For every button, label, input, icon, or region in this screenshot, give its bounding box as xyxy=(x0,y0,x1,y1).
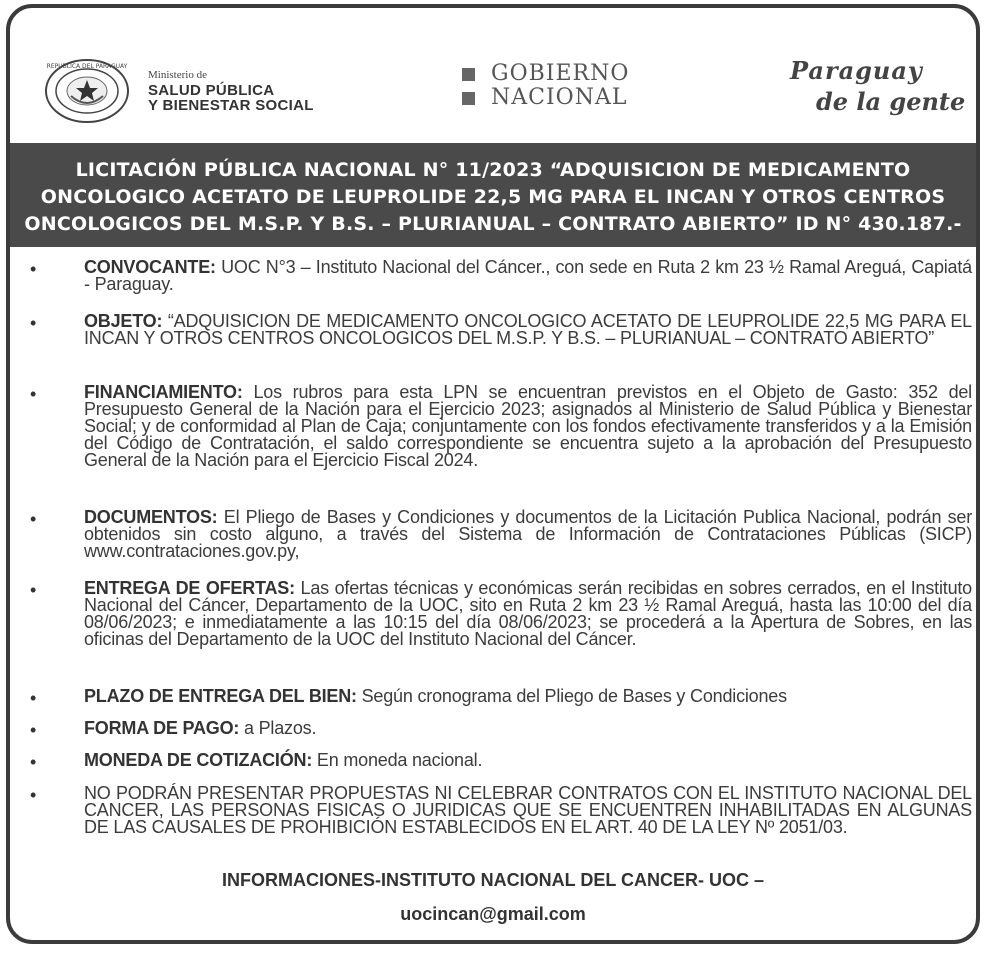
item-label: ENTREGA DE OFERTAS: xyxy=(84,578,295,598)
title-banner xyxy=(10,143,976,247)
slogan-line1: Paraguay xyxy=(790,56,923,85)
ministry-line2: SALUD PÚBLICA xyxy=(148,81,275,99)
item-text: a Plazos. xyxy=(239,718,317,738)
item-text: Según cronograma del Pliego de Bases y Condiciones xyxy=(356,686,787,706)
bullet-icon: • xyxy=(30,509,37,529)
ministry-logo xyxy=(44,58,314,124)
bullet-icon: • xyxy=(30,259,37,279)
gobierno-nacional-logo xyxy=(462,62,629,110)
item-text: Las ofertas técnicas y económicas serán recibidas en sobres cerrados, en el Instituto Nacional del Cáncer, Departamento de la UOC, sito en Ruta 2 km 23 ½ Ramal Areguá, hasta las 10:00 del día 08/06/2023; e inmediatamente a las 10:15 del día 08/06/2023; se procederá a la Apertura de Sobres, en las oficinas del Departamento de la UOC del Instituto Nacional del Cáncer. xyxy=(84,578,972,649)
ministry-line1: Ministerio de xyxy=(148,68,207,81)
bullet-icon: • xyxy=(30,384,37,404)
ministry-line3: Y BIENESTAR SOCIAL xyxy=(148,96,314,114)
item-label: FORMA DE PAGO: xyxy=(84,718,240,738)
bullet-icon: • xyxy=(30,720,37,740)
item-text: El Pliego de Bases y Condiciones y documentos de la Licitación Publica Nacional, podrán ser obtenidos sin costo alguno, a través del Sistema de Información de Contrataciones Públicas (SICP) www.contrataciones.gov.py, xyxy=(84,507,972,561)
slogan-line2: de la gente xyxy=(816,87,966,116)
notice-title: LICITACIÓN PÚBLICA NACIONAL N° 11/2023 “ADQUISICION DE MEDICAMENTO ONCOLOGICO ACETATO DE LEUPROLIDE 22,5 MG PARA EL INCAN Y OTROS CENTROS ONCOLOGICOS DEL M.S.P. Y B.S. – PLURIANUAL – CONTRATO ABIERTO” ID N° 430.187.- xyxy=(24,158,962,235)
item-label: PLAZO DE ENTREGA DEL BIEN: xyxy=(84,686,357,706)
item-label: MONEDA DE COTIZACIÓN: xyxy=(84,750,313,770)
notice-frame xyxy=(6,4,980,944)
item-label: OBJETO: xyxy=(84,311,163,331)
item-text: UOC N°3 – Instituto Nacional del Cáncer., con sede en Ruta 2 km 23 ½ Ramal Areguá, Capiatá - Paraguay. xyxy=(84,257,972,294)
header xyxy=(10,8,976,143)
seal-text: REPUBLICA DEL PARAGUAY xyxy=(46,63,128,70)
item-label: CONVOCANTE: xyxy=(84,257,216,277)
footer-info: INFORMACIONES-INSTITUTO NACIONAL DEL CANCER- UOC – xyxy=(221,870,764,890)
footer-email[interactable]: uocincan@gmail.com xyxy=(400,904,586,924)
item-text: “ADQUISICION DE MEDICAMENTO ONCOLOGICO ACETATO DE LEUPROLIDE 22,5 MG PARA EL INCAN Y OTROS CENTROS ONCOLOGICOS DEL M.S.P. Y B.S. – PLURIANUAL – CONTRATO ABIERTO” xyxy=(84,311,972,348)
slogan-logo xyxy=(790,56,965,116)
square-icon xyxy=(462,68,475,81)
bullet-icon: • xyxy=(30,688,37,708)
item-text: En moneda nacional. xyxy=(312,750,483,770)
bullet-icon: • xyxy=(30,752,37,772)
square-icon xyxy=(462,92,475,105)
bullet-icon: • xyxy=(30,313,37,333)
bullet-icon: • xyxy=(30,785,37,805)
item-text: Los rubros para esta LPN se encuentran previstos en el Objeto de Gasto: 352 del Presupuesto General de la Nación para el Ejercicio 2023; asignados al Ministerio de Salud Pública y Bienestar Social; y de conformidad al Plan de Caja; conjuntamente con los fondos efectivamente transferidos y a la Emisión del Código de Contratación, el saldo correspondiente se encuentra sujeto a la aprobación del Presupuesto General de la Nación para el Ejercicio Fiscal 2024. xyxy=(84,382,972,470)
gobierno-line1: GOBIERNO xyxy=(491,61,630,86)
item-label: DOCUMENTOS: xyxy=(84,507,218,527)
gobierno-line2: NACIONAL xyxy=(491,85,628,110)
republic-seal-icon xyxy=(44,58,130,124)
item-text: NO PODRÁN PRESENTAR PROPUESTAS NI CELEBRAR CONTRATOS CON EL INSTITUTO NACIONAL DEL CANCER, LAS PERSONAS FISICAS O JURIDICAS QUE SE ENCUENTREN INHABILITADAS EN ALGUNAS DE LAS CAUSALES DE PROHIBICIÓN ESTABLECIDOS EN EL ART. 40 DE LA LEY Nº 2051/03. xyxy=(84,783,972,837)
bullet-icon: • xyxy=(30,580,37,600)
item-label: FINANCIAMIENTO: xyxy=(84,382,243,402)
